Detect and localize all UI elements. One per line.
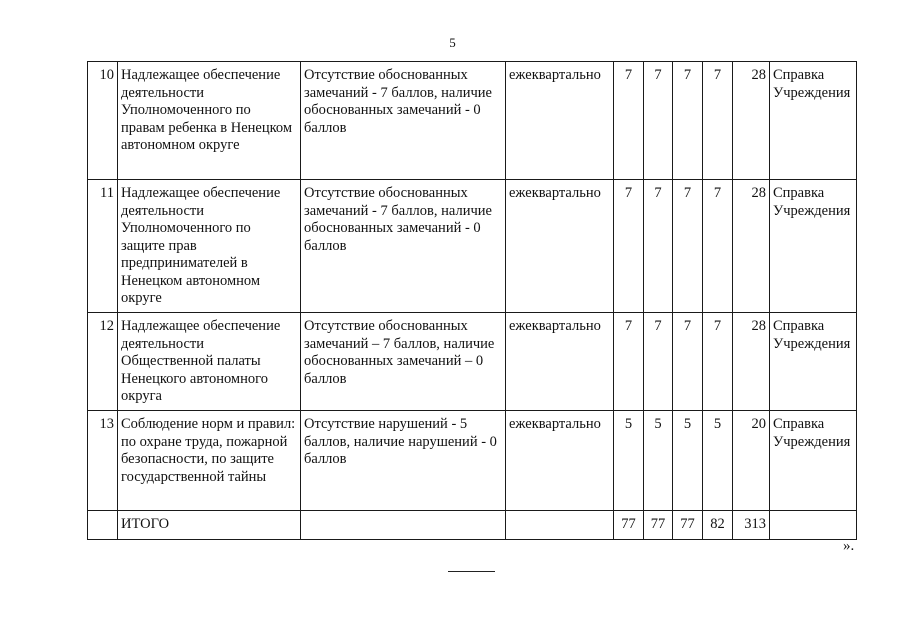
q1-cell: 7 — [614, 180, 644, 313]
totals-q1-cell: 77 — [614, 511, 644, 540]
row-number: 13 — [88, 411, 118, 511]
table-row — [88, 313, 857, 411]
q2-cell: 7 — [644, 313, 673, 411]
frequency-cell: ежеквартально — [506, 62, 614, 180]
row-number: 10 — [88, 62, 118, 180]
separator-line — [448, 571, 495, 572]
q4-cell: 5 — [703, 411, 733, 511]
frequency-cell: ежеквартально — [506, 180, 614, 313]
totals-q2-cell: 77 — [644, 511, 673, 540]
totals-empty-cell — [301, 511, 506, 540]
totals-empty-cell — [88, 511, 118, 540]
q3-cell: 7 — [673, 180, 703, 313]
criteria-cell: Отсутствие обоснованных замечаний - 7 баллов, наличие обоснованных замечаний - 0 баллов — [301, 180, 506, 313]
q2-cell: 7 — [644, 62, 673, 180]
q2-cell: 5 — [644, 411, 673, 511]
row-number: 11 — [88, 180, 118, 313]
criteria-cell: Отсутствие обоснованных замечаний - 7 баллов, наличие обоснованных замечаний - 0 баллов — [301, 62, 506, 180]
q1-cell: 5 — [614, 411, 644, 511]
total-cell: 28 — [733, 180, 770, 313]
table-row — [88, 62, 857, 180]
totals-q4-cell: 82 — [703, 511, 733, 540]
q2-cell: 7 — [644, 180, 673, 313]
q1-cell: 7 — [614, 313, 644, 411]
totals-empty-cell — [770, 511, 857, 540]
source-cell: Справка Учреждения — [770, 62, 857, 180]
table-row — [88, 411, 857, 511]
q3-cell: 7 — [673, 313, 703, 411]
totals-empty-cell — [506, 511, 614, 540]
criteria-cell: Отсутствие нарушений - 5 баллов, наличие нарушений - 0 баллов — [301, 411, 506, 511]
closing-quote: ». — [843, 538, 855, 554]
totals-label: ИТОГО — [118, 511, 301, 540]
q4-cell: 7 — [703, 180, 733, 313]
indicators-table — [87, 61, 857, 540]
indicator-cell: Соблюдение норм и правил: по охране труда, пожарной безопасности, по защите государственной тайны — [118, 411, 301, 511]
indicator-cell: Надлежащее обеспечение деятельности Общественной палаты Ненецкого автономного округа — [118, 313, 301, 411]
indicator-cell: Надлежащее обеспечение деятельности Уполномоченного по правам ребенка в Ненецком автономном округе — [118, 62, 301, 180]
q1-cell: 7 — [614, 62, 644, 180]
source-cell: Справка Учреждения — [770, 313, 857, 411]
q4-cell: 7 — [703, 313, 733, 411]
total-cell: 20 — [733, 411, 770, 511]
page-number: 5 — [449, 35, 456, 50]
frequency-cell: ежеквартально — [506, 313, 614, 411]
criteria-cell: Отсутствие обоснованных замечаний – 7 баллов, наличие обоснованных замечаний – 0 баллов — [301, 313, 506, 411]
total-cell: 28 — [733, 313, 770, 411]
totals-q3-cell: 77 — [673, 511, 703, 540]
q3-cell: 5 — [673, 411, 703, 511]
q4-cell: 7 — [703, 62, 733, 180]
q3-cell: 7 — [673, 62, 703, 180]
row-number: 12 — [88, 313, 118, 411]
table-row — [88, 180, 857, 313]
source-cell: Справка Учреждения — [770, 411, 857, 511]
indicator-cell: Надлежащее обеспечение деятельности Уполномоченного по защите прав предпринимателей в Ненецком автономном округе — [118, 180, 301, 313]
total-cell: 28 — [733, 62, 770, 180]
totals-row — [88, 511, 857, 540]
source-cell: Справка Учреждения — [770, 180, 857, 313]
totals-total-cell: 313 — [733, 511, 770, 540]
frequency-cell: ежеквартально — [506, 411, 614, 511]
